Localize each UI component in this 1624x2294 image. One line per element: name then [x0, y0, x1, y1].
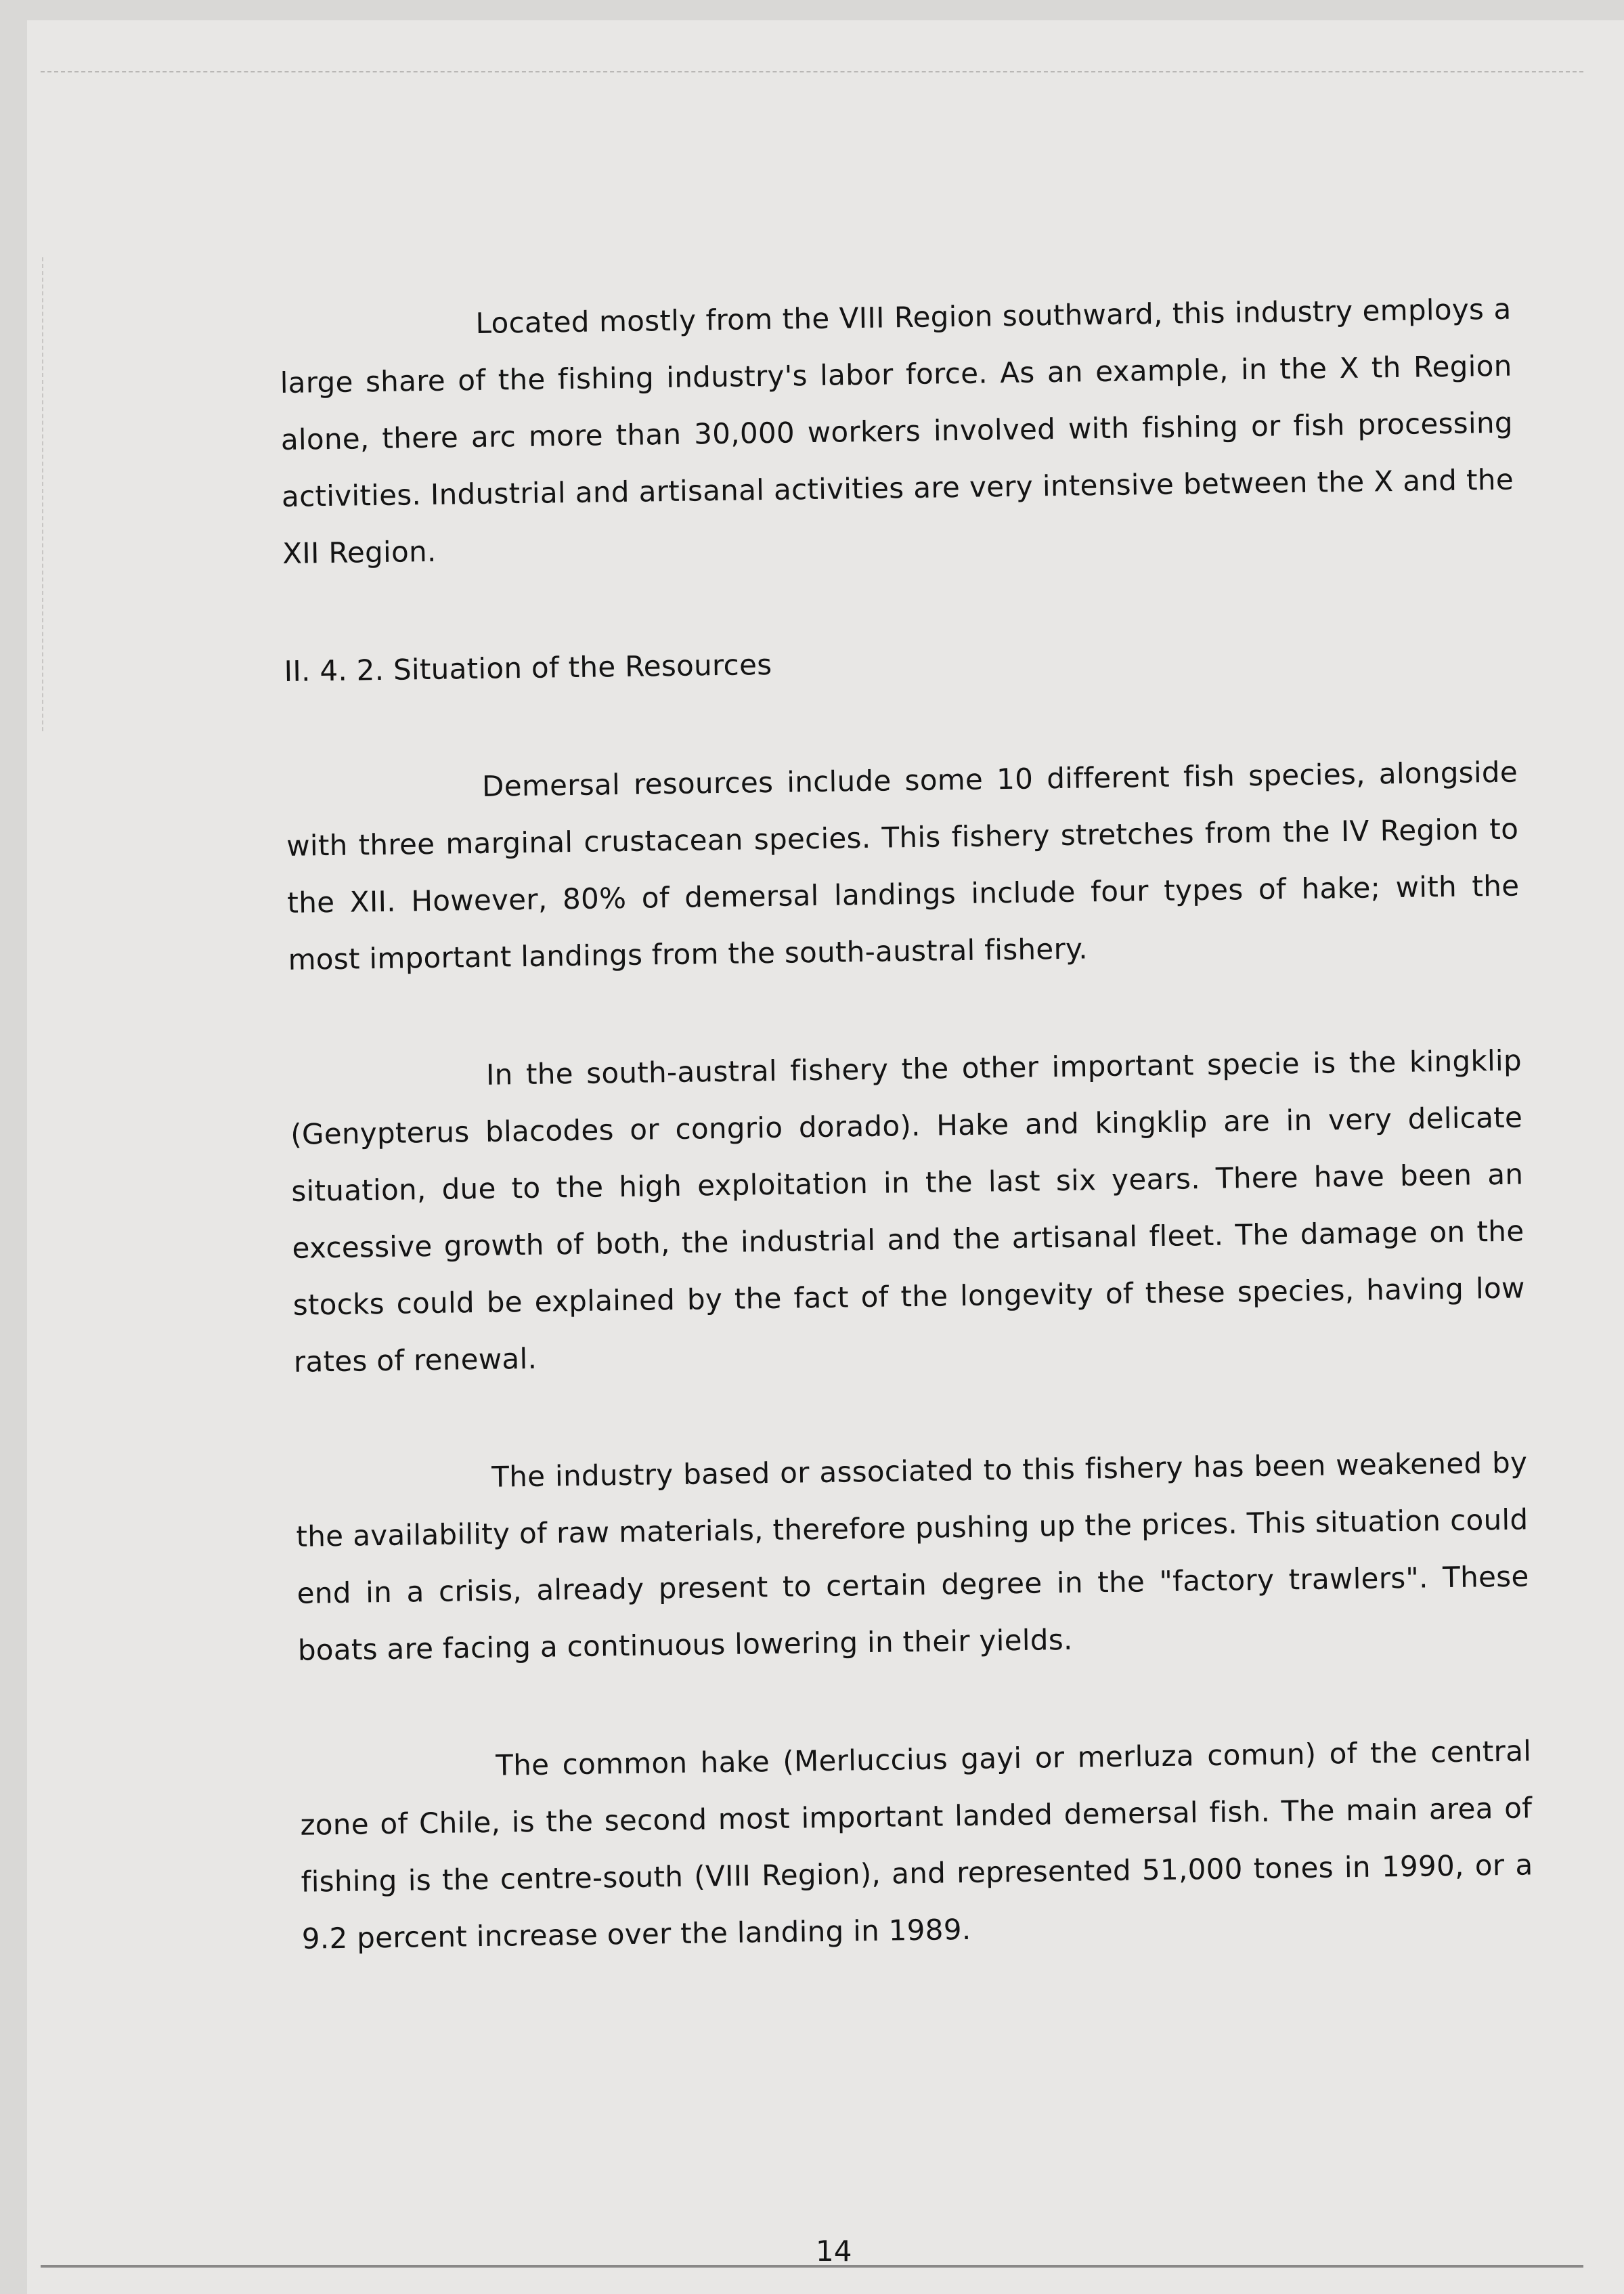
section-heading: II. 4. 2. Situation of the Resources — [284, 647, 772, 688]
top-scan-edge — [41, 71, 1583, 72]
paragraph-kingklip: In the south-austral fishery the other important specie is the kingklip (Genypterus blacodes or congrio dorado). Hake and kingklip are in very delicate situation, due to the high exploitation in the last six years. There have been an excessive growth of both, the industrial and the artisanal fleet. The damage on the stocks could be explained by the fact of the longevity of these species, having low rates of renewal. — [290, 1043, 1525, 1379]
paragraph-industry-weakened: The industry based or associated to this fishery has been weakened by the availability of raw materials, therefore pushing up the prices. This situation could end in a crisis, already present to certain degree in the "factory trawlers". These boats are facing a continuous lowering in their yields. — [296, 1446, 1529, 1667]
document-body — [279, 281, 1535, 2029]
paragraph-labor-force: Located mostly from the VIII Region southward, this industry employs a large share of the fishing industry's labor force. As an example, in the X th Region alone, there arc more than 30,000 workers involved with fishing or fish processing activities. Industrial and artisanal activities are very intensive between the X and the XII Region. — [280, 292, 1514, 570]
paragraph-common-hake: The common hake (Merluccius gayi or merluza comun) of the central zone of Chile, is the second most important landed demersal fish. The main area of fishing is the centre-south (VIII Region), and represented 51,000 tones in 1990, or a 9.2 percent increase over the landing in 1989. — [300, 1734, 1533, 1955]
bottom-scan-edge — [41, 2265, 1583, 2268]
binding-marks — [42, 257, 50, 731]
paragraph-demersal-resources: Demersal resources include some 10 different fish species, alongside with three marginal crustacean species. This fishery stretches from the IV Region to the XII. However, 80% of demersal landings include four types of hake; with the most important landings from the south-austral fishery. — [286, 755, 1520, 976]
page-number: 14 — [816, 2234, 852, 2268]
